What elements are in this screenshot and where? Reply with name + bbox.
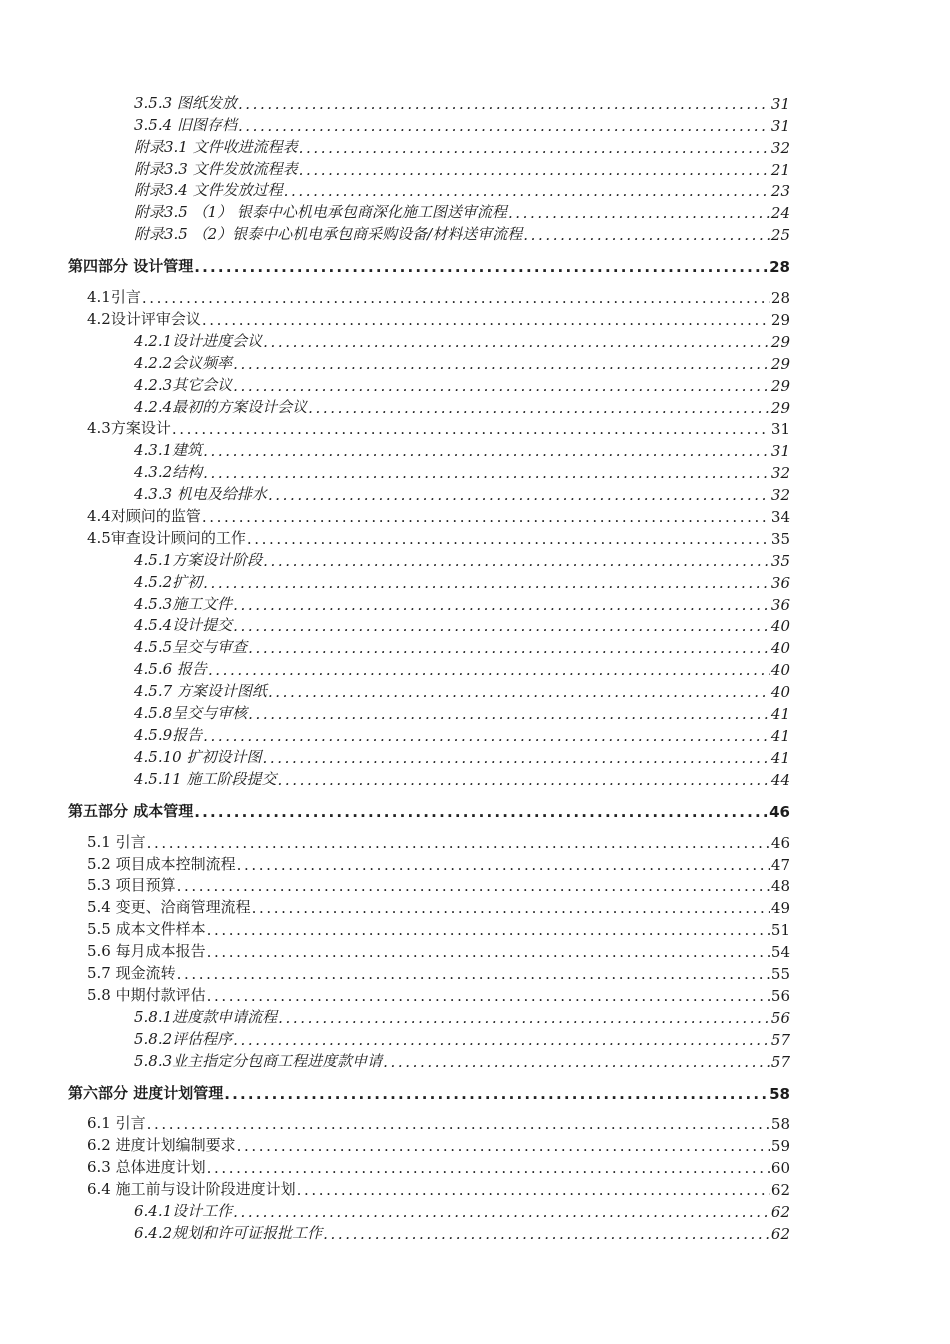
toc-entry[interactable] [68,983,790,1005]
toc-entry[interactable] [68,1049,790,1071]
toc-entry[interactable] [68,91,790,113]
toc-page-number: 29 [770,311,790,330]
dot-leader [203,464,770,482]
dot-leader [237,1137,770,1155]
toc-entry[interactable] [68,1027,790,1049]
toc-entry[interactable] [68,745,790,767]
toc-page-number: 28 [769,258,790,277]
toc-entry[interactable] [68,307,790,329]
toc-entry-title: 4.5.5呈交与审查 [134,638,248,657]
toc-entry[interactable] [68,767,790,789]
dot-leader [202,311,770,329]
toc-entry-title: 5.1 引言 [87,832,146,851]
dot-leader [203,727,770,745]
dot-leader [268,683,770,701]
dot-leader [177,965,770,983]
toc-entry-title: 附录3.4 文件发放过程 [134,181,283,200]
dot-leader [508,204,770,222]
toc-entry-title: 4.5.4设计提交 [134,616,233,635]
dot-leader [383,1053,770,1071]
dot-leader [203,442,770,460]
toc-entry-title: 5.4 变更、洽商管理流程 [87,898,251,917]
toc-page-number: 40 [770,661,790,680]
toc-entry-title: 4.2设计评审会议 [87,310,201,329]
toc-entry-title: 4.5.2扩初 [134,572,203,591]
dot-leader [202,508,770,526]
toc-entry-title: 附录3.1 文件收进流程表 [134,137,298,156]
toc-page-number: 62 [770,1202,790,1221]
table-of-contents [68,91,790,1243]
toc-entry[interactable] [68,852,790,874]
toc-page-number: 57 [770,1052,790,1071]
toc-entry-title: 3.5.3 图纸发放 [134,93,237,112]
toc-entry-title: 6.4 施工前与设计阶段进度计划 [87,1180,296,1199]
toc-entry-title: 4.5.3施工文件 [134,594,233,613]
toc-page-number: 24 [770,204,790,223]
toc-entry[interactable] [68,1112,790,1134]
toc-entry[interactable] [68,723,790,745]
toc-entry-title: 附录3.5 （2）银泰中心机电承包商采购设备/材料送审流程 [134,225,523,244]
dot-leader [323,1225,770,1243]
toc-page-number: 34 [770,508,790,527]
toc-entry[interactable] [68,635,790,657]
toc-entry-title: 第四部分 设计管理 [68,257,194,276]
dot-leader [142,289,770,307]
toc-entry[interactable] [68,285,790,307]
dot-leader [262,749,769,767]
toc-entry-title: 4.5.11 施工阶段提交 [134,769,277,788]
toc-entry-title: 6.4.1设计工作 [134,1201,233,1220]
toc-page-number: 55 [770,964,790,983]
toc-page-number: 62 [770,1224,790,1243]
toc-entry-title: 第五部分 成本管理 [68,801,194,820]
toc-entry-title: 4.5.1方案设计阶段 [134,550,263,569]
toc-entry[interactable] [68,570,790,592]
dot-leader [308,399,770,417]
toc-page-number: 32 [770,138,790,157]
toc-entry[interactable] [68,939,790,961]
toc-entry[interactable] [68,1199,790,1221]
dot-leader [207,943,770,961]
toc-page-number: 56 [770,986,790,1005]
toc-entry-title: 4.5审查设计顾问的工作 [87,528,246,547]
toc-page-number: 29 [770,354,790,373]
toc-page-number: 46 [769,802,790,821]
toc-page-number: 58 [769,1084,790,1103]
toc-entry-title: 4.4对顾问的监管 [87,507,201,526]
toc-entry[interactable] [68,1221,790,1243]
toc-entry[interactable] [68,701,790,723]
toc-page-number: 41 [770,726,790,745]
toc-page-number: 31 [770,420,790,439]
dot-leader [238,95,770,113]
toc-page-number: 49 [770,899,790,918]
toc-page-number: 51 [770,921,790,940]
toc-entry-title: 4.2.4最初的方案设计会议 [134,397,308,416]
dot-leader [247,530,770,548]
toc-entry-title: 5.8.3业主指定分包商工程进度款申请 [134,1051,383,1070]
toc-entry[interactable] [68,1005,790,1027]
dot-leader [233,355,770,373]
dot-leader [233,377,770,395]
toc-page-number: 41 [770,705,790,724]
dot-leader [177,877,770,895]
toc-entry[interactable] [68,351,790,373]
toc-entry[interactable] [68,504,790,526]
toc-entry[interactable] [68,548,790,570]
toc-entry[interactable] [68,1133,790,1155]
toc-page-number: 35 [770,551,790,570]
toc-page-number: 41 [770,748,790,767]
toc-entry[interactable] [68,830,790,852]
toc-entry-title: 5.8.2评估程序 [134,1029,233,1048]
toc-page-number: 36 [770,595,790,614]
dot-leader [207,1159,770,1177]
toc-entry-title: 附录3.3 文件发放流程表 [134,159,298,178]
toc-entry[interactable] [68,113,790,135]
toc-entry[interactable] [68,373,790,395]
dot-leader [277,771,769,789]
toc-page-number: 47 [770,855,790,874]
toc-part-heading[interactable] [68,1081,790,1103]
dot-leader [147,1115,770,1133]
toc-page-number: 59 [770,1137,790,1156]
toc-entry-title: 5.7 现金流转 [87,963,176,982]
toc-page-number: 62 [770,1181,790,1200]
dot-leader [278,1009,770,1027]
toc-entry-title: 4.5.8呈交与审核 [134,704,248,723]
toc-page-number: 29 [770,398,790,417]
toc-page-number: 56 [770,1008,790,1027]
toc-entry-title: 4.1引言 [87,288,141,307]
toc-entry-title: 5.3 项目预算 [87,876,176,895]
toc-entry[interactable] [68,679,790,701]
toc-entry-title: 5.8 中期付款评估 [87,985,206,1004]
toc-page-number: 31 [770,94,790,113]
toc-part-heading[interactable] [68,799,790,821]
toc-entry[interactable] [68,895,790,917]
dot-leader [248,639,770,657]
dot-leader [208,661,770,679]
toc-page-number: 31 [770,116,790,135]
toc-page-number: 60 [770,1159,790,1178]
dot-leader [172,420,770,438]
dot-leader [252,899,770,917]
toc-entry-title: 4.3方案设计 [87,419,171,438]
toc-page-number: 32 [770,486,790,505]
toc-page-number: 29 [770,332,790,351]
toc-page-number: 32 [770,464,790,483]
toc-page-number: 58 [770,1115,790,1134]
dot-leader [268,486,770,504]
toc-entry-title: 4.3.2结构 [134,463,203,482]
toc-entry-title: 4.3.1建筑 [134,441,203,460]
dot-leader [248,705,770,723]
dot-leader [263,552,770,570]
toc-entry-title: 4.5.9报告 [134,725,203,744]
toc-entry-title: 4.5.6 报告 [134,660,207,679]
toc-part-heading[interactable] [68,254,790,276]
toc-entry[interactable] [68,592,790,614]
dot-leader [233,596,770,614]
toc-page-number: 46 [770,833,790,852]
toc-entry-title: 4.3.3 机电及给排水 [134,485,267,504]
toc-entry-title: 4.2.3其它会议 [134,375,233,394]
toc-page-number: 57 [770,1030,790,1049]
dot-leader [523,226,770,244]
toc-entry[interactable] [68,329,790,351]
toc-page-number: 48 [770,877,790,896]
toc-page-number: 35 [770,529,790,548]
toc-entry[interactable] [68,460,790,482]
dot-leader [299,161,770,179]
toc-entry[interactable] [68,135,790,157]
toc-page-number: 44 [770,770,790,789]
toc-entry[interactable] [68,961,790,983]
dot-leader [194,258,768,276]
toc-page-number: 40 [770,683,790,702]
toc-entry-title: 6.4.2规划和许可证报批工作 [134,1223,323,1242]
dot-leader [297,1181,770,1199]
toc-page-number: 25 [770,226,790,245]
toc-entry-title: 5.5 成本文件样本 [87,920,206,939]
toc-entry[interactable] [68,200,790,222]
toc-entry[interactable] [68,614,790,636]
toc-entry[interactable] [68,874,790,896]
toc-entry[interactable] [68,482,790,504]
dot-leader [299,139,770,157]
dot-leader [207,921,770,939]
toc-entry-title: 4.5.7 方案设计图纸 [134,682,267,701]
toc-page-number: 40 [770,639,790,658]
toc-page-number: 28 [770,289,790,308]
toc-page-number: 36 [770,573,790,592]
toc-entry-title: 4.2.2会议频率 [134,353,233,372]
dot-leader [233,617,770,635]
dot-leader [147,834,770,852]
toc-page-number: 40 [770,617,790,636]
toc-page-number: 21 [770,160,790,179]
dot-leader [238,117,770,135]
toc-page-number: 54 [770,943,790,962]
dot-leader [224,1085,768,1103]
toc-entry[interactable] [68,1177,790,1199]
toc-entry-title: 6.3 总体进度计划 [87,1158,206,1177]
toc-entry[interactable] [68,179,790,201]
toc-entry[interactable] [68,417,790,439]
dot-leader [203,574,770,592]
dot-leader [284,182,770,200]
toc-entry-title: 3.5.4 旧图存档 [134,115,237,134]
toc-entry-title: 第六部分 进度计划管理 [68,1083,224,1102]
dot-leader [237,856,770,874]
toc-entry[interactable] [68,657,790,679]
toc-entry[interactable] [68,1155,790,1177]
toc-entry[interactable] [68,157,790,179]
toc-entry-title: 5.6 每月成本报告 [87,942,206,961]
toc-page-number: 31 [770,442,790,461]
toc-entry-title: 6.1 引言 [87,1114,146,1133]
dot-leader [207,987,770,1005]
toc-entry-title: 附录3.5 （1） 银泰中心机电承包商深化施工图送审流程 [134,203,507,222]
toc-entry-title: 4.2.1设计进度会议 [134,331,263,350]
toc-entry-title: 6.2 进度计划编制要求 [87,1136,236,1155]
toc-entry-title: 4.5.10 扩初设计图 [134,747,262,766]
dot-leader [194,803,768,821]
toc-entry[interactable] [68,526,790,548]
toc-entry[interactable] [68,395,790,417]
toc-page-number: 29 [770,376,790,395]
toc-entry-title: 5.2 项目成本控制流程 [87,854,236,873]
toc-entry[interactable] [68,222,790,244]
dot-leader [233,1203,770,1221]
toc-page-number: 23 [770,182,790,201]
toc-entry-title: 5.8.1进度款申请流程 [134,1007,278,1026]
dot-leader [233,1031,770,1049]
toc-entry[interactable] [68,917,790,939]
toc-entry[interactable] [68,438,790,460]
dot-leader [263,333,770,351]
